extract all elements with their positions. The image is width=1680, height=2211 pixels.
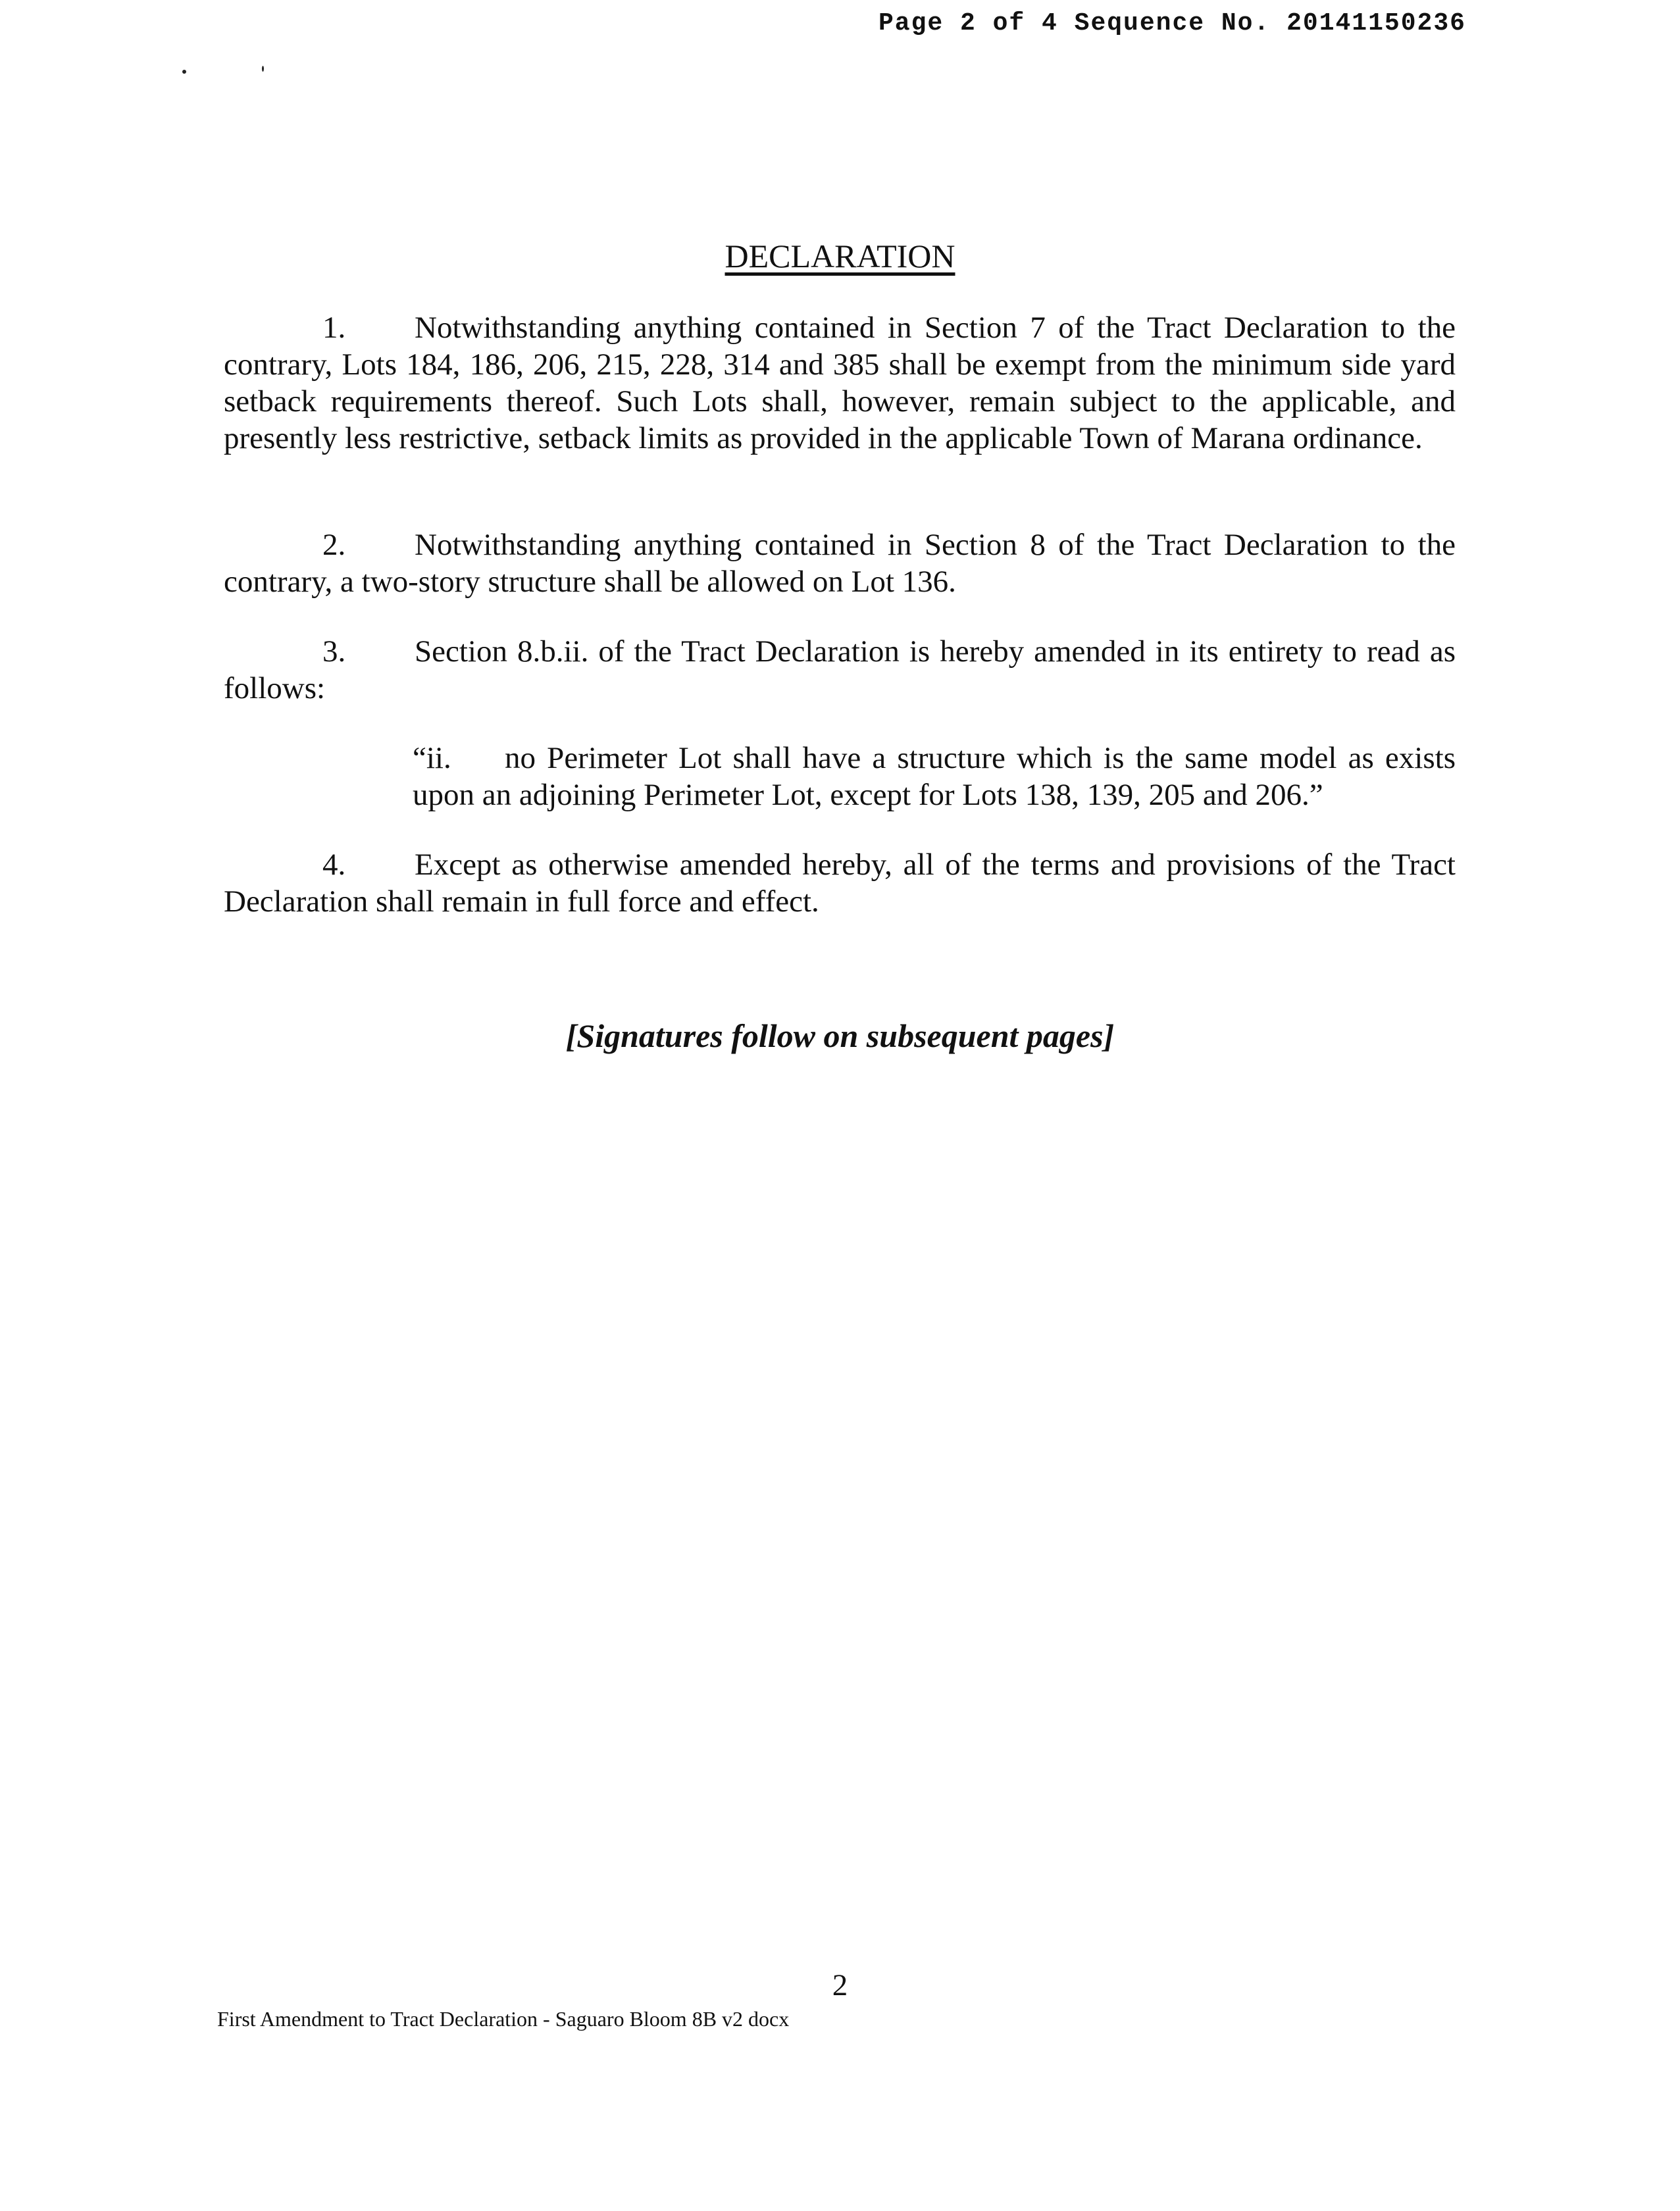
paragraph-text: Notwithstanding anything contained in Section 8 of the Tract Declaration to the contrary, a two-story structure shall be allowed on Lot 136. bbox=[224, 528, 1456, 599]
scan-speck bbox=[262, 66, 264, 72]
paragraph-number: 3. bbox=[322, 634, 346, 669]
document-title: DECLARATION bbox=[725, 238, 955, 274]
paragraph-number: 2. bbox=[322, 528, 346, 562]
recording-header: Page 2 of 4 Sequence No. 20141150236 bbox=[878, 9, 1466, 38]
paragraph-2 bbox=[224, 526, 1456, 600]
clause-number: “ii. bbox=[413, 741, 451, 775]
footer-filename: First Amendment to Tract Declaration - Saguaro Bloom 8B v2 docx bbox=[217, 2007, 790, 2031]
paragraph-3 bbox=[224, 633, 1456, 707]
scan-speck bbox=[182, 70, 186, 74]
paragraph-text: Except as otherwise amended hereby, all of the terms and provisions of the Tract Declaration shall remain in full force and effect. bbox=[224, 848, 1456, 919]
page-number: 2 bbox=[832, 1968, 848, 2002]
paragraph-number: 4. bbox=[322, 848, 346, 882]
paragraph-text: Section 8.b.ii. of the Tract Declaration is hereby amended in its entirety to read as follows: bbox=[224, 634, 1456, 705]
signatures-note: [Signatures follow on subsequent pages] bbox=[565, 1017, 1115, 1054]
paragraph-text: Notwithstanding anything contained in Section 7 of the Tract Declaration to the contrary, Lots 184, 186, 206, 215, 228, 314 and 385 shall be exempt from the minimum side yard setback requirements thereof. Such Lots shall, however, remain subject to the applicable, and presently less restrictive, setback limits as provided in the applicable Town of Marana ordinance. bbox=[224, 311, 1456, 455]
clause-text: no Perimeter Lot shall have a structure which is the same model as exists upon an adjoining Perimeter Lot, except for Lots 138, 139, 205 and 206.” bbox=[413, 741, 1456, 812]
paragraph-4 bbox=[224, 846, 1456, 920]
quoted-clause bbox=[413, 740, 1456, 813]
paragraph-1 bbox=[224, 309, 1456, 457]
paragraph-number: 1. bbox=[322, 311, 346, 345]
